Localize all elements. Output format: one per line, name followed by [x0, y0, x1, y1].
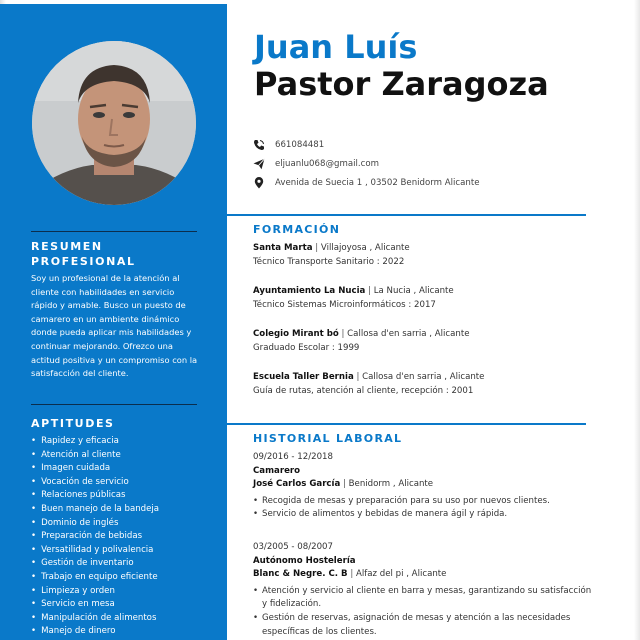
skill-item: • Atención al cliente: [31, 449, 211, 463]
duty-item: • Servicio de alimentos y bebidas de manera ágil y rápida.: [253, 508, 593, 522]
education-entry: Ayuntamiento La Nucia | La Nucia , Alicante Técnico Sistemas Microinformáticos : 2017: [253, 285, 593, 312]
skill-item: • Gestión de inventario: [31, 557, 211, 571]
work-entry: 09/2016 - 12/2018 Camarero José Carlos García | Benidorm , Alicante • Recogida de mesas y preparación para su uso por nuevos clientes. • Servicio de alimentos y bebidas de manera ágil y rápida.: [253, 451, 593, 522]
work-duties: [253, 585, 593, 639]
location-pin-icon: [253, 177, 265, 189]
skills-heading: APTITUDES: [31, 417, 115, 430]
school-place: Villajoyosa , Alicante: [320, 243, 410, 253]
education-detail: Guía de rutas, atención al cliente, recepción : 2001: [253, 385, 474, 396]
education-entry: Santa Marta | Villajoyosa , Alicante Técnico Transporte Sanitario : 2022: [253, 242, 593, 269]
work-role: Camarero: [253, 465, 301, 476]
contact-phone: [253, 137, 613, 153]
summary-text: Soy un profesional de la atención al cliente con habilidades en servicio rápido y amable. Busco un puesto de camarero en un ambiente dinámico donde pueda aplicar mis habilidades y continuar mejorando. Ofrezco una actitud positiva y un compromiso con la satisfacción del cliente.: [31, 273, 198, 379]
education-entry: Escuela Taller Bernia | Callosa d'en sarria , Alicante Guía de rutas, atención al cliente, recepción : 2001: [253, 371, 593, 398]
work-dates: 09/2016 - 12/2018: [253, 452, 333, 462]
skill-item: • Manejo de dinero: [31, 625, 211, 639]
work-company: Blanc & Negre. C. B: [253, 569, 348, 580]
work-entry: 03/2005 - 08/2007 Autónomo Hostelería Blanc & Negre. C. B | Alfaz del pi , Alicante • Atención y servicio al cliente en barra y mesas, garantizando su satisfacción y fidelización. • Gestión de reservas, asignación de mesas y atención a las necesidades específicas de los clientes.: [253, 541, 593, 639]
summary-heading: [31, 239, 197, 269]
profile-photo: [32, 41, 196, 205]
contact-address: [253, 175, 613, 191]
education-entry: Colegio Mirant bó | Callosa d'en sarria , Alicante Graduado Escolar : 1999: [253, 328, 593, 355]
school-place: La Nucia , Alicante: [373, 286, 454, 296]
skill-item: • Manipulación de alimentos: [31, 612, 211, 626]
work-dates: 03/2005 - 08/2007: [253, 542, 333, 552]
email-address: eljuanlu068@gmail.com: [275, 159, 380, 169]
skill-item: • Vocación de servicio: [31, 476, 211, 490]
school-name: Ayuntamiento La Nucia: [253, 286, 366, 296]
school-place: Callosa d'en sarria , Alicante: [347, 329, 470, 339]
school-name: Escuela Taller Bernia: [253, 372, 354, 382]
work-role: Autónomo Hostelería: [253, 555, 356, 566]
sidebar: [0, 4, 227, 640]
skill-item: • Trabajo en equipo eficiente: [31, 571, 211, 585]
skill-item: • Limpieza y orden: [31, 585, 211, 599]
education-detail: Técnico Sistemas Microinformáticos : 2017: [253, 299, 436, 310]
education-detail: Graduado Escolar : 1999: [253, 342, 360, 353]
work-divider: [227, 423, 586, 425]
work-heading: HISTORIAL LABORAL: [253, 432, 403, 445]
education-detail: Técnico Transporte Sanitario : 2022: [253, 256, 405, 267]
school-name: Colegio Mirant bó: [253, 329, 339, 339]
summary-heading-line1: RESUMEN: [31, 240, 103, 253]
skills-list: [31, 435, 211, 639]
work-place: Benidorm , Alicante: [348, 479, 434, 490]
work-company: José Carlos García: [253, 479, 341, 490]
school-place: Callosa d'en sarria , Alicante: [362, 372, 485, 382]
duty-item: • Atención y servicio al cliente en barra y mesas, garantizando su satisfacción y fidelización.: [253, 585, 593, 612]
phone-icon: [253, 139, 265, 151]
skill-item: • Buen manejo de la bandeja: [31, 503, 211, 517]
school-name: Santa Marta: [253, 243, 313, 253]
profile-photo-image: [32, 41, 196, 205]
education-heading: FORMACIÓN: [253, 223, 341, 236]
skill-item: • Versatilidad y polivalencia: [31, 544, 211, 558]
work-duties: [253, 495, 593, 522]
address-text: Avenida de Suecia 1 , 03502 Benidorm Alicante: [275, 178, 480, 188]
summary-heading-line2: PROFESIONAL: [31, 255, 136, 268]
skill-item: • Servicio en mesa: [31, 598, 211, 612]
main-column: [227, 0, 640, 640]
first-name: Juan Luís: [254, 28, 418, 66]
skill-item: • Rapidez y eficacia: [31, 435, 211, 449]
skill-item: • Dominio de inglés: [31, 517, 211, 531]
education-divider: [227, 214, 586, 216]
skill-item: • Relaciones públicas: [31, 489, 211, 503]
phone-number: 661084481: [275, 140, 325, 150]
last-name: Pastor Zaragoza: [254, 65, 549, 103]
contact-email: [253, 156, 613, 172]
summary-divider: [31, 231, 197, 232]
skill-item: • Preparación de bebidas: [31, 530, 211, 544]
duty-item: • Gestión de reservas, asignación de mesas y atención a las necesidades específicas de los clientes.: [253, 612, 593, 639]
duty-item: • Recogida de mesas y preparación para su uso por nuevos clientes.: [253, 495, 593, 509]
send-icon: [253, 158, 265, 170]
work-place: Alfaz del pi , Alicante: [355, 569, 447, 580]
skill-item: • Imagen cuidada: [31, 462, 211, 476]
skills-divider: [31, 404, 197, 405]
